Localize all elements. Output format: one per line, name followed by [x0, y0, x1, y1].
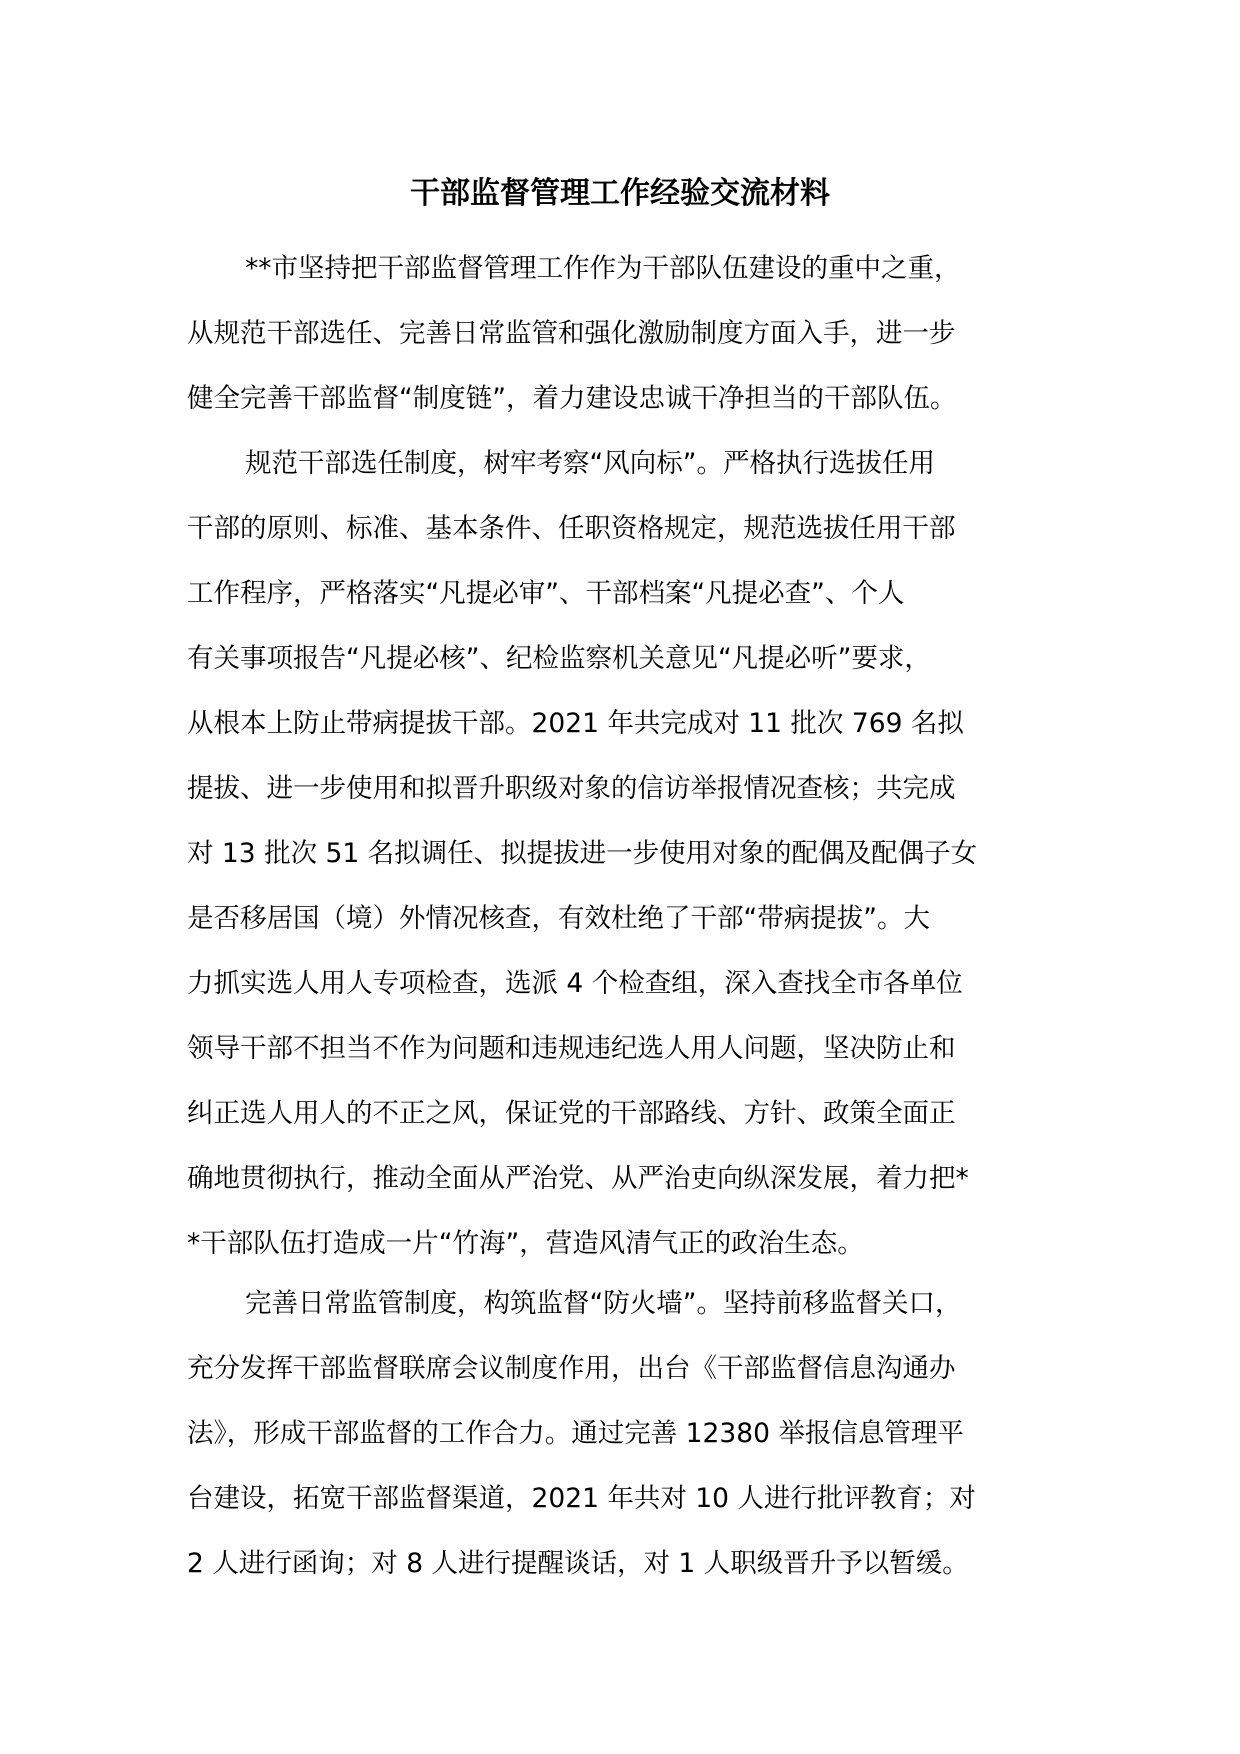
text-line: *干部队伍打造成一片“竹海”，营造风清气正的政治生态。: [187, 1228, 864, 1259]
text-line: 规范干部选任制度，树牢考察“风向标”。严格执行选拔任用: [245, 448, 935, 479]
text-line: 2 人进行函询；对 8 人进行提醒谈话，对 1 人职级晋升予以暂缓。: [187, 1548, 969, 1579]
text-line: 领导干部不担当不作为问题和违规违纪选人用人问题，坚决防止和: [187, 1033, 956, 1064]
text-line: 纠正选人用人的不正之风，保证党的干部路线、方针、政策全面正: [187, 1098, 956, 1129]
document-title: 干部监督管理工作经验交流材料: [410, 176, 830, 211]
paragraph-daily-supervision: [187, 1271, 1067, 1596]
text-line: 从规范干部选任、完善日常监管和强化激励制度方面入手，进一步: [187, 318, 956, 349]
text-line: **市坚持把干部监督管理工作作为干部队伍建设的重中之重，: [245, 253, 961, 284]
paragraph-intro: [187, 236, 1067, 431]
text-line: 完善日常监管制度，构筑监督“防火墙”。坚持前移监督关口，: [245, 1288, 962, 1319]
text-line: 有关事项报告“凡提必核”、纪检监察机关意见“凡提必听”要求，: [187, 643, 931, 674]
paragraph-selection-system: [187, 431, 1067, 1276]
text-line: 力抓实选人用人专项检查，选派 4 个检查组，深入查找全市各单位: [187, 968, 963, 999]
text-line: 工作程序，严格落实“凡提必审”、干部档案“凡提必查”、个人: [187, 578, 905, 609]
text-line: 是否移居国（境）外情况核查，有效杜绝了干部“带病提拔”。大: [187, 903, 930, 934]
text-line: 确地贯彻执行，推动全面从严治党、从严治吏向纵深发展，着力把*: [187, 1163, 969, 1194]
text-line: 充分发挥干部监督联席会议制度作用，出台《干部监督信息沟通办: [187, 1353, 956, 1384]
text-line: 干部的原则、标准、基本条件、任职资格规定，规范选拔任用干部: [187, 513, 956, 544]
text-line: 提拔、进一步使用和拟晋升职级对象的信访举报情况查核；共完成: [187, 773, 956, 804]
text-line: 对 13 批次 51 名拟调任、拟提拔进一步使用对象的配偶及配偶子女: [187, 838, 978, 869]
text-line: 从根本上防止带病提拔干部。2021 年共完成对 11 批次 769 名拟: [187, 708, 964, 739]
text-line: 健全完善干部监督“制度链”，着力建设忠诚干净担当的干部队伍。: [187, 383, 957, 414]
text-line: 法》，形成干部监督的工作合力。通过完善 12380 举报信息管理平: [187, 1418, 964, 1449]
text-line: 台建设，拓宽干部监督渠道，2021 年共对 10 人进行批评教育；对: [187, 1483, 976, 1514]
